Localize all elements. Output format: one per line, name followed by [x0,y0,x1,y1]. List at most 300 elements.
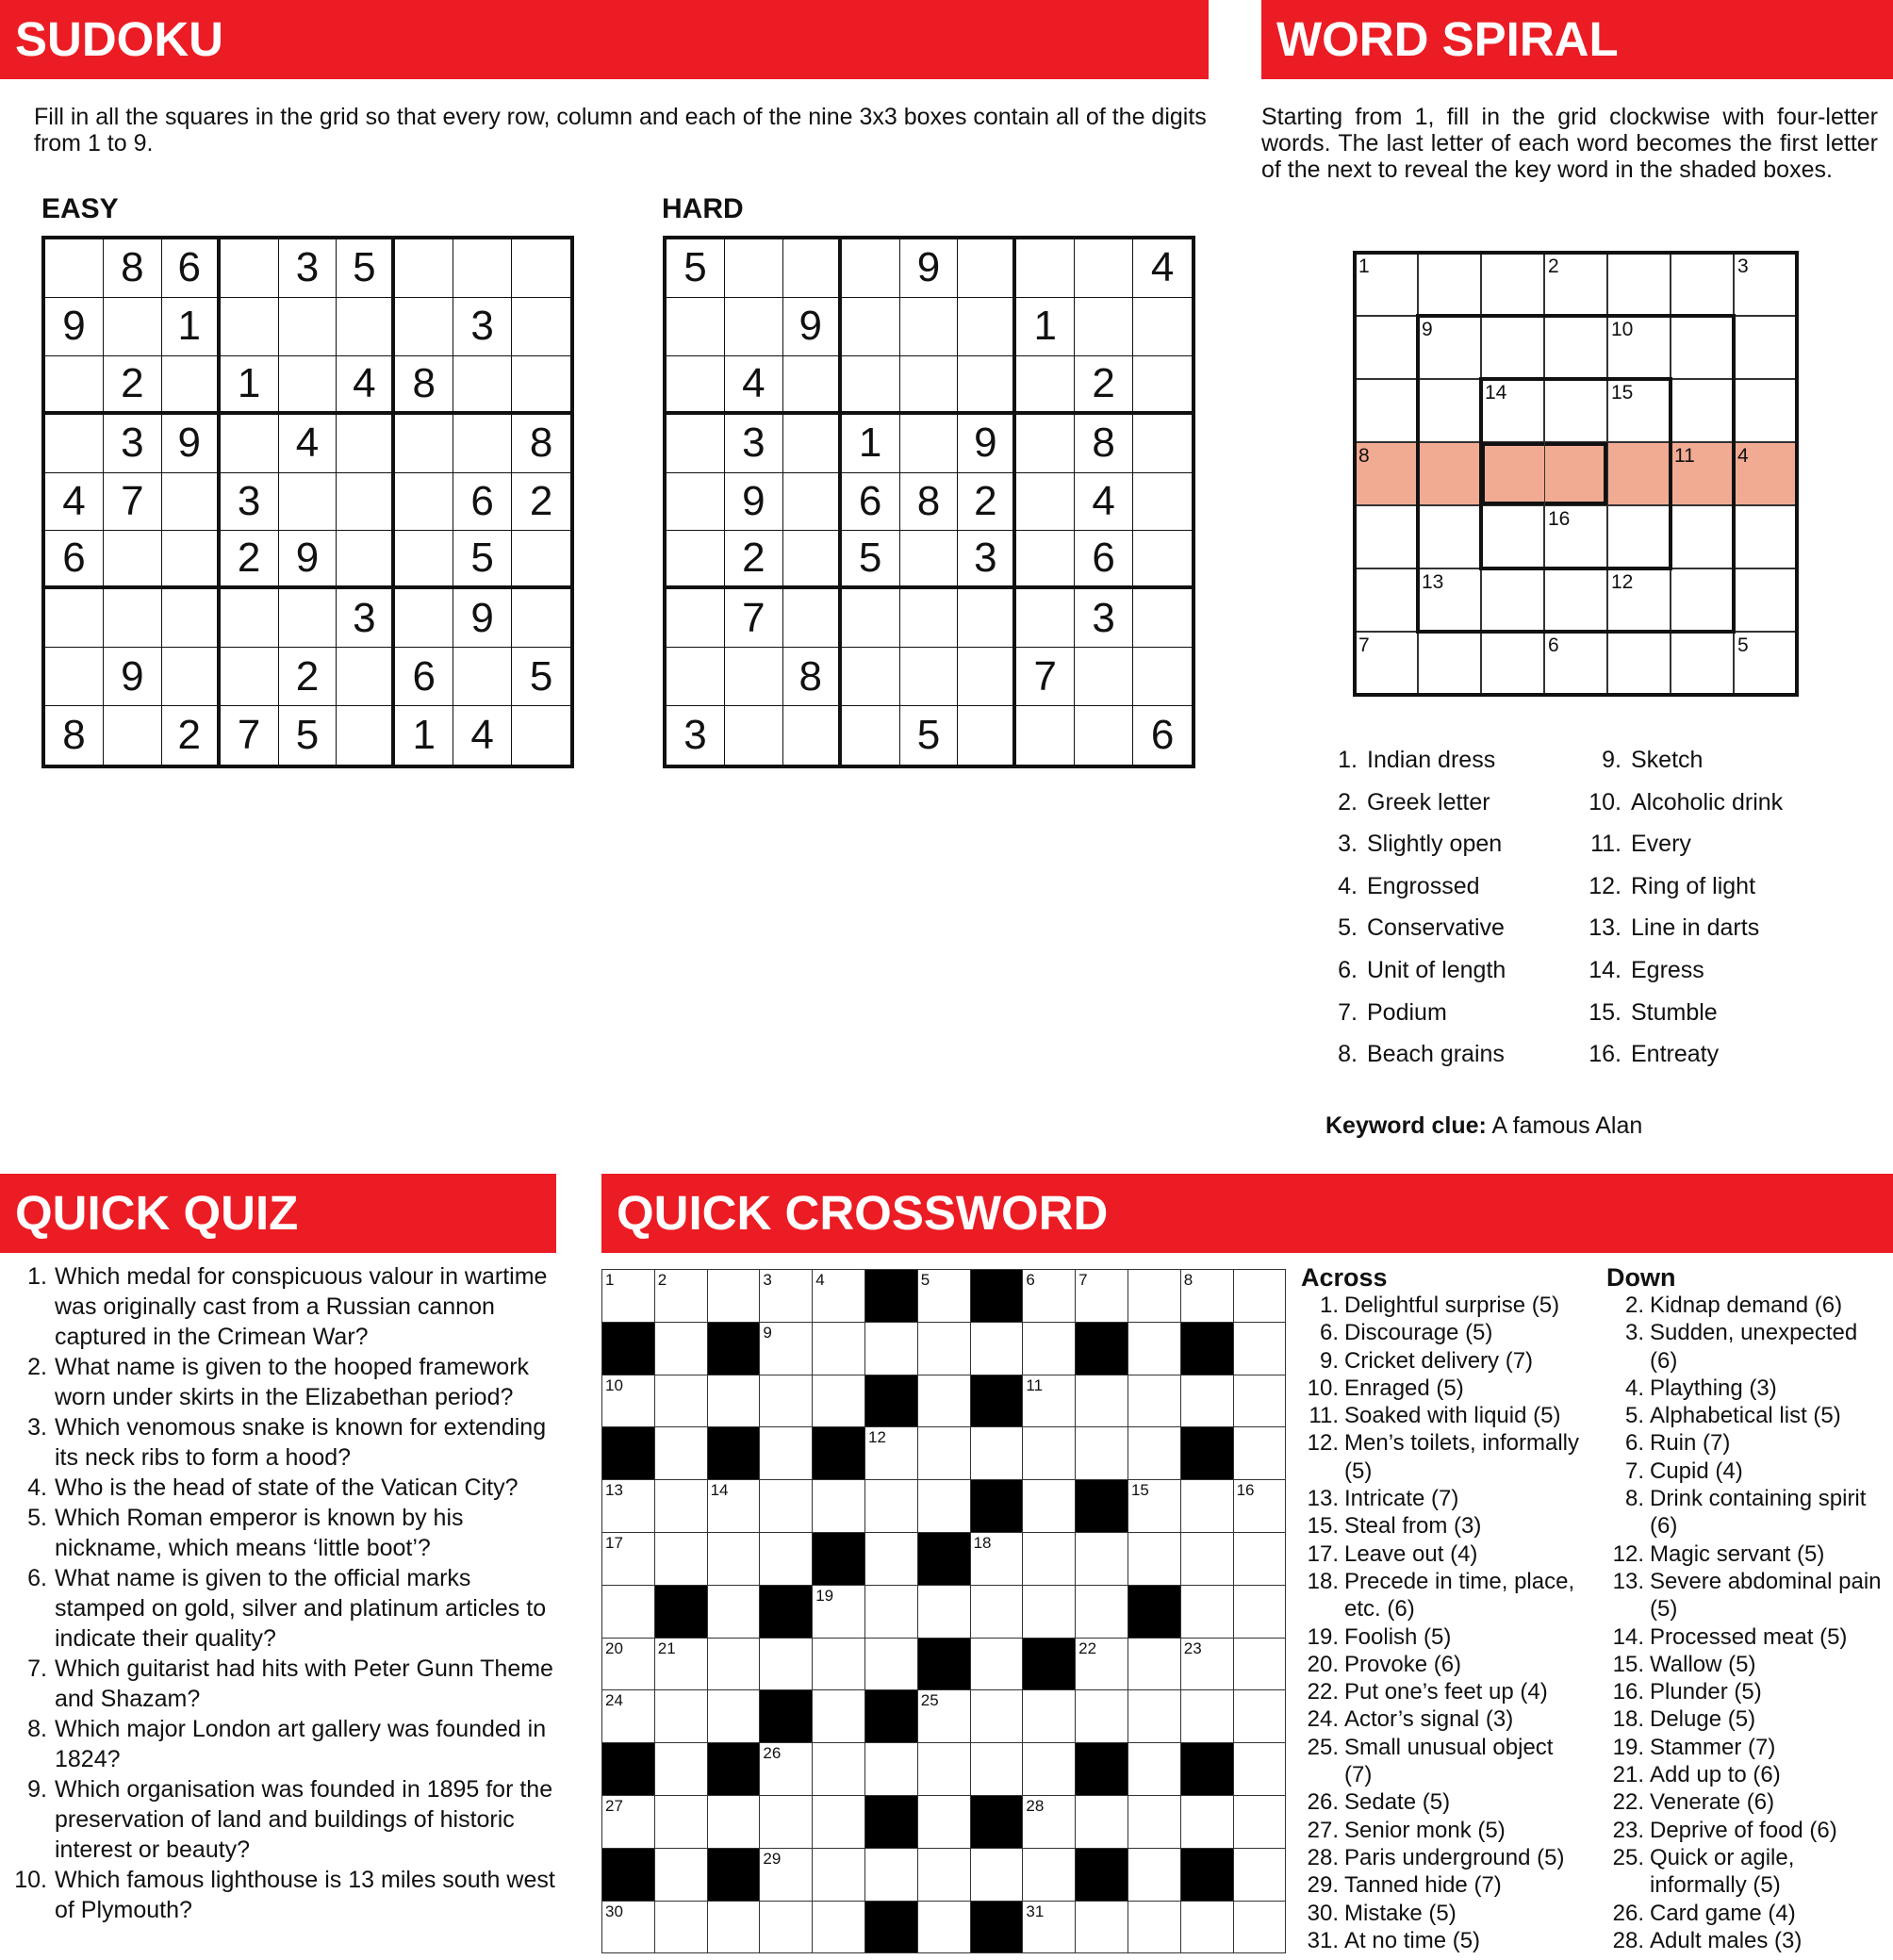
sudoku-cell[interactable] [453,415,512,473]
sudoku-cell[interactable] [1075,706,1133,765]
sudoku-cell[interactable]: 3 [104,415,162,473]
sudoku-cell[interactable] [1133,415,1192,473]
crossword-cell[interactable] [865,1586,918,1639]
sudoku-cell[interactable] [221,415,279,473]
sudoku-cell[interactable] [395,298,453,356]
sudoku-cell[interactable] [900,531,959,589]
crossword-cell[interactable] [1023,1375,1076,1428]
sudoku-cell[interactable]: 5 [900,706,959,765]
sudoku-cell[interactable] [958,648,1016,706]
crossword-cell[interactable] [602,1270,655,1323]
sudoku-cell[interactable] [395,473,453,532]
crossword-cell[interactable] [708,1690,761,1743]
crossword-cell[interactable] [918,1743,971,1796]
crossword-cell[interactable] [708,1375,761,1428]
crossword-cell[interactable] [1128,1849,1181,1902]
crossword-cell[interactable] [1234,1586,1287,1639]
crossword-cell[interactable] [1128,1427,1181,1480]
sudoku-cell[interactable]: 8 [1075,415,1133,473]
crossword-cell[interactable] [602,1639,655,1691]
sudoku-cell[interactable] [1133,356,1192,415]
crossword-cell[interactable] [971,1586,1024,1639]
sudoku-cell[interactable]: 2 [104,356,162,415]
sudoku-cell[interactable]: 9 [783,298,842,356]
sudoku-cell[interactable]: 1 [162,298,221,356]
sudoku-cell[interactable]: 2 [162,706,221,765]
sudoku-cell[interactable] [1016,239,1075,298]
sudoku-cell[interactable] [45,415,104,473]
sudoku-cell[interactable] [45,648,104,706]
crossword-cell[interactable] [760,1270,813,1323]
sudoku-cell[interactable]: 1 [395,706,453,765]
sudoku-cell[interactable] [1133,298,1192,356]
crossword-cell[interactable] [971,1690,1024,1743]
sudoku-cell[interactable] [667,356,725,415]
crossword-cell[interactable] [865,1639,918,1691]
sudoku-cell[interactable] [1016,531,1075,589]
sudoku-cell[interactable] [1016,415,1075,473]
crossword-cell[interactable] [1076,1270,1128,1323]
crossword-cell[interactable] [760,1427,813,1480]
sudoku-cell[interactable] [395,531,453,589]
sudoku-cell[interactable] [395,415,453,473]
sudoku-cell[interactable]: 4 [337,356,395,415]
crossword-cell[interactable] [655,1639,708,1691]
sudoku-cell[interactable]: 2 [279,648,337,706]
sudoku-cell[interactable] [1016,706,1075,765]
sudoku-cell[interactable] [1133,473,1192,532]
sudoku-cell[interactable] [842,648,900,706]
crossword-cell[interactable] [971,1533,1024,1586]
sudoku-cell[interactable]: 6 [45,531,104,589]
sudoku-cell[interactable] [667,648,725,706]
sudoku-cell[interactable]: 8 [45,706,104,765]
crossword-cell[interactable] [918,1375,971,1428]
crossword-cell[interactable] [708,1480,761,1533]
crossword-cell[interactable] [918,1690,971,1743]
sudoku-cell[interactable] [45,589,104,648]
sudoku-cell[interactable]: 6 [453,473,512,532]
sudoku-cell[interactable] [279,589,337,648]
crossword-cell[interactable] [1023,1849,1076,1902]
crossword-cell[interactable] [602,1586,655,1639]
sudoku-cell[interactable]: 5 [667,239,725,298]
sudoku-cell[interactable] [279,473,337,532]
crossword-cell[interactable] [865,1427,918,1480]
sudoku-cell[interactable] [842,706,900,765]
sudoku-cell[interactable] [104,298,162,356]
crossword-cell[interactable] [1234,1690,1287,1743]
sudoku-cell[interactable] [162,648,221,706]
sudoku-cell[interactable]: 7 [1016,648,1075,706]
crossword-cell[interactable] [918,1323,971,1375]
crossword-cell[interactable] [760,1902,813,1954]
crossword-cell[interactable] [602,1902,655,1954]
sudoku-cell[interactable]: 2 [725,531,783,589]
crossword-cell[interactable] [760,1323,813,1375]
sudoku-cell[interactable]: 2 [221,531,279,589]
sudoku-cell[interactable] [512,589,570,648]
crossword-cell[interactable] [1128,1796,1181,1849]
crossword-cell[interactable] [865,1323,918,1375]
crossword-cell[interactable] [1181,1796,1234,1849]
crossword-cell[interactable] [971,1743,1024,1796]
sudoku-cell[interactable] [395,239,453,298]
sudoku-cell[interactable] [221,239,279,298]
sudoku-cell[interactable]: 3 [337,589,395,648]
sudoku-cell[interactable]: 9 [725,473,783,532]
crossword-cell[interactable] [813,1375,865,1428]
crossword-cell[interactable] [1234,1270,1287,1323]
crossword-cell[interactable] [1076,1902,1128,1954]
crossword-cell[interactable] [1181,1533,1234,1586]
crossword-cell[interactable] [655,1375,708,1428]
sudoku-cell[interactable]: 1 [842,415,900,473]
sudoku-cell[interactable] [783,356,842,415]
crossword-cell[interactable] [1076,1586,1128,1639]
sudoku-cell[interactable]: 5 [842,531,900,589]
sudoku-cell[interactable]: 6 [395,648,453,706]
sudoku-cell[interactable]: 6 [842,473,900,532]
sudoku-cell[interactable] [1075,298,1133,356]
sudoku-cell[interactable]: 4 [279,415,337,473]
crossword-cell[interactable] [1181,1690,1234,1743]
sudoku-cell[interactable] [1133,589,1192,648]
crossword-cell[interactable] [655,1743,708,1796]
crossword-cell[interactable] [1023,1690,1076,1743]
sudoku-cell[interactable]: 8 [395,356,453,415]
sudoku-cell[interactable]: 3 [725,415,783,473]
crossword-cell[interactable] [1128,1690,1181,1743]
sudoku-cell[interactable] [842,239,900,298]
crossword-cell[interactable] [655,1270,708,1323]
crossword-cell[interactable] [918,1586,971,1639]
sudoku-cell[interactable] [900,415,959,473]
crossword-cell[interactable] [1023,1533,1076,1586]
sudoku-cell[interactable] [453,356,512,415]
across-clue-number: 27. [1307,1817,1339,1843]
crossword-cell[interactable] [655,1690,708,1743]
crossword-cell[interactable] [655,1323,708,1375]
sudoku-cell[interactable]: 2 [958,473,1016,532]
crossword-cell[interactable] [1023,1796,1076,1849]
sudoku-cell[interactable] [1016,589,1075,648]
crossword-cell[interactable] [813,1796,865,1849]
crossword-cell[interactable] [1234,1743,1287,1796]
sudoku-cell[interactable]: 8 [512,415,570,473]
sudoku-cell[interactable] [1133,531,1192,589]
crossword-cell[interactable] [1181,1586,1234,1639]
crossword-cell[interactable] [971,1639,1024,1691]
crossword-cell[interactable] [1128,1902,1181,1954]
crossword-cell[interactable] [602,1375,655,1428]
sudoku-cell[interactable] [667,298,725,356]
hard-sudoku-grid [663,236,1195,768]
crossword-cell[interactable] [1128,1375,1181,1428]
sudoku-cell[interactable]: 9 [162,415,221,473]
sudoku-cell[interactable]: 4 [725,356,783,415]
sudoku-cell[interactable] [783,415,842,473]
crossword-cell[interactable] [918,1796,971,1849]
sudoku-cell[interactable]: 9 [958,415,1016,473]
crossword-cell[interactable] [760,1796,813,1849]
crossword-cell[interactable] [1023,1323,1076,1375]
sudoku-cell[interactable] [900,356,959,415]
crossword-cell[interactable] [813,1480,865,1533]
crossword-cell[interactable] [655,1480,708,1533]
sudoku-cell[interactable] [900,648,959,706]
sudoku-cell[interactable] [958,239,1016,298]
crossword-cell[interactable] [1023,1902,1076,1954]
crossword-cell[interactable] [865,1849,918,1902]
sudoku-cell[interactable] [162,473,221,532]
sudoku-cell[interactable] [221,298,279,356]
sudoku-cell[interactable]: 3 [958,531,1016,589]
sudoku-cell[interactable] [725,239,783,298]
crossword-cell[interactable] [918,1480,971,1533]
sudoku-cell[interactable] [162,589,221,648]
crossword-cell[interactable] [918,1902,971,1954]
crossword-cell[interactable] [918,1270,971,1323]
crossword-cell[interactable] [1234,1375,1287,1428]
crossword-cell[interactable] [708,1796,761,1849]
sudoku-cell[interactable] [279,298,337,356]
sudoku-cell[interactable]: 7 [725,589,783,648]
sudoku-cell[interactable] [783,473,842,532]
crossword-cell[interactable] [971,1323,1024,1375]
crossword-cell[interactable] [865,1743,918,1796]
crossword-cell[interactable] [971,1849,1024,1902]
sudoku-cell[interactable] [842,589,900,648]
sudoku-cell[interactable] [104,589,162,648]
sudoku-cell[interactable]: 8 [783,648,842,706]
crossword-cell[interactable] [655,1902,708,1954]
crossword-cell[interactable] [655,1849,708,1902]
crossword-cell[interactable] [1023,1270,1076,1323]
sudoku-cell[interactable] [221,648,279,706]
sudoku-cell[interactable] [667,589,725,648]
sudoku-cell[interactable] [512,239,570,298]
crossword-cell[interactable] [1234,1849,1287,1902]
sudoku-cell[interactable] [512,298,570,356]
crossword-cell[interactable] [602,1480,655,1533]
down-clue [1606,1429,1889,1457]
sudoku-cell[interactable]: 5 [453,531,512,589]
sudoku-cell[interactable] [783,531,842,589]
crossword-cell[interactable] [1234,1323,1287,1375]
sudoku-cell[interactable] [337,648,395,706]
sudoku-cell[interactable] [162,531,221,589]
crossword-cell[interactable] [918,1849,971,1902]
sudoku-cell[interactable]: 7 [221,706,279,765]
crossword-cell[interactable] [760,1480,813,1533]
sudoku-cell[interactable] [958,589,1016,648]
crossword-cell[interactable] [813,1690,865,1743]
crossword-cell[interactable] [708,1533,761,1586]
sudoku-cell[interactable] [667,531,725,589]
sudoku-cell[interactable]: 7 [104,473,162,532]
sudoku-cell[interactable]: 6 [1075,531,1133,589]
crossword-cell[interactable] [813,1902,865,1954]
crossword-cell[interactable] [655,1796,708,1849]
sudoku-cell[interactable]: 3 [221,473,279,532]
sudoku-cell[interactable]: 3 [279,239,337,298]
crossword-cell[interactable] [1023,1586,1076,1639]
crossword-cell[interactable] [971,1427,1024,1480]
sudoku-cell[interactable] [900,589,959,648]
sudoku-cell[interactable]: 2 [512,473,570,532]
across-clue-number: 11. [1309,1403,1339,1429]
sudoku-cell[interactable] [512,706,570,765]
sudoku-cell[interactable]: 8 [900,473,959,532]
crossword-cell[interactable] [760,1639,813,1691]
sudoku-cell[interactable] [1075,648,1133,706]
sudoku-cell[interactable] [1133,648,1192,706]
sudoku-cell[interactable]: 1 [1016,298,1075,356]
sudoku-cell[interactable]: 4 [1133,239,1192,298]
sudoku-cell[interactable]: 9 [45,298,104,356]
crossword-cell[interactable] [708,1902,761,1954]
sudoku-cell[interactable] [453,239,512,298]
sudoku-cell[interactable] [725,648,783,706]
sudoku-cell[interactable] [958,298,1016,356]
sudoku-cell[interactable] [337,415,395,473]
crossword-cell[interactable] [1181,1480,1234,1533]
sudoku-cell[interactable] [337,706,395,765]
sudoku-cell[interactable] [453,648,512,706]
crossword-cell[interactable] [1023,1743,1076,1796]
sudoku-cell[interactable] [162,356,221,415]
sudoku-cell[interactable]: 9 [900,239,959,298]
crossword-cell[interactable] [1076,1533,1128,1586]
sudoku-cell[interactable]: 5 [279,706,337,765]
sudoku-cell[interactable] [667,473,725,532]
crossword-cell[interactable] [813,1586,865,1639]
crossword-cell[interactable] [602,1533,655,1586]
crossword-cell[interactable] [1128,1533,1181,1586]
crossword-cell[interactable] [602,1690,655,1743]
sudoku-cell[interactable] [337,298,395,356]
sudoku-cell[interactable] [512,356,570,415]
crossword-cell[interactable] [708,1586,761,1639]
crossword-cell[interactable] [1128,1639,1181,1691]
sudoku-cell[interactable] [783,706,842,765]
sudoku-cell[interactable] [958,356,1016,415]
sudoku-cell[interactable] [842,356,900,415]
crossword-cell[interactable] [1181,1375,1234,1428]
crossword-cell[interactable] [760,1533,813,1586]
sudoku-cell[interactable] [725,706,783,765]
crossword-cell[interactable] [708,1639,761,1691]
crossword-cell[interactable] [1128,1270,1181,1323]
sudoku-cell[interactable] [1016,356,1075,415]
crossword-cell[interactable] [655,1533,708,1586]
sudoku-cell[interactable] [958,706,1016,765]
sudoku-cell[interactable]: 5 [337,239,395,298]
crossword-cell[interactable] [1023,1427,1076,1480]
crossword-cell[interactable] [1181,1902,1234,1954]
sudoku-cell[interactable] [1016,473,1075,532]
crossword-cell[interactable] [1181,1270,1234,1323]
crossword-cell[interactable] [760,1375,813,1428]
sudoku-cell[interactable] [104,706,162,765]
crossword-cell[interactable] [1234,1480,1287,1533]
sudoku-cell[interactable]: 1 [221,356,279,415]
sudoku-cell[interactable] [783,589,842,648]
sudoku-cell[interactable]: 9 [453,589,512,648]
crossword-cell[interactable] [1234,1796,1287,1849]
crossword-cell[interactable] [1023,1480,1076,1533]
crossword-cell[interactable] [813,1270,865,1323]
crossword-cell[interactable] [1076,1639,1128,1691]
crossword-cell[interactable] [1234,1533,1287,1586]
crossword-cell[interactable] [813,1743,865,1796]
sudoku-cell[interactable]: 2 [1075,356,1133,415]
crossword-cell[interactable] [1181,1639,1234,1691]
crossword-cell[interactable] [813,1639,865,1691]
crossword-cell[interactable] [1234,1902,1287,1954]
crossword-cell[interactable] [655,1427,708,1480]
crossword-cell[interactable] [760,1743,813,1796]
sudoku-cell[interactable]: 6 [162,239,221,298]
sudoku-cell[interactable]: 9 [279,531,337,589]
crossword-cell[interactable] [865,1533,918,1586]
sudoku-cell[interactable]: 6 [1150,712,1175,759]
crossword-cell[interactable] [813,1849,865,1902]
crossword-cell[interactable] [918,1427,971,1480]
sudoku-cell[interactable]: 9 [104,648,162,706]
sudoku-cell[interactable] [900,298,959,356]
sudoku-cell[interactable] [104,531,162,589]
sudoku-cell[interactable] [512,531,570,589]
crossword-cell[interactable] [708,1270,761,1323]
crossword-cell[interactable] [865,1480,918,1533]
sudoku-cell[interactable] [1075,239,1133,298]
sudoku-cell[interactable] [783,239,842,298]
crossword-cell[interactable] [1076,1796,1128,1849]
sudoku-cell[interactable]: 3 [1075,589,1133,648]
sudoku-cell[interactable] [337,531,395,589]
sudoku-cell[interactable]: 8 [104,239,162,298]
crossword-cell[interactable] [602,1796,655,1849]
crossword-cell[interactable] [813,1323,865,1375]
sudoku-cell[interactable] [667,415,725,473]
sudoku-cell[interactable] [45,239,104,298]
crossword-cell[interactable] [1076,1375,1128,1428]
sudoku-cell[interactable] [279,356,337,415]
sudoku-cell[interactable] [45,356,104,415]
sudoku-cell[interactable]: 4 [453,706,512,765]
sudoku-cell[interactable] [725,298,783,356]
crossword-cell[interactable] [1128,1743,1181,1796]
sudoku-cell[interactable]: 3 [453,298,512,356]
crossword-cell[interactable] [1076,1427,1128,1480]
crossword-cell[interactable] [1128,1480,1181,1533]
crossword-cell[interactable] [1234,1427,1287,1480]
crossword-cell[interactable] [1234,1639,1287,1691]
sudoku-cell[interactable]: 4 [1075,473,1133,532]
sudoku-cell[interactable] [395,589,453,648]
sudoku-cell[interactable] [221,589,279,648]
crossword-cell[interactable] [1076,1690,1128,1743]
sudoku-cell[interactable] [842,298,900,356]
crossword-cell[interactable] [1128,1323,1181,1375]
sudoku-cell[interactable]: 5 [512,648,570,706]
sudoku-cell[interactable]: 3 [667,706,725,765]
sudoku-cell[interactable] [337,473,395,532]
sudoku-cell[interactable]: 4 [45,473,104,532]
crossword-cell[interactable] [760,1849,813,1902]
